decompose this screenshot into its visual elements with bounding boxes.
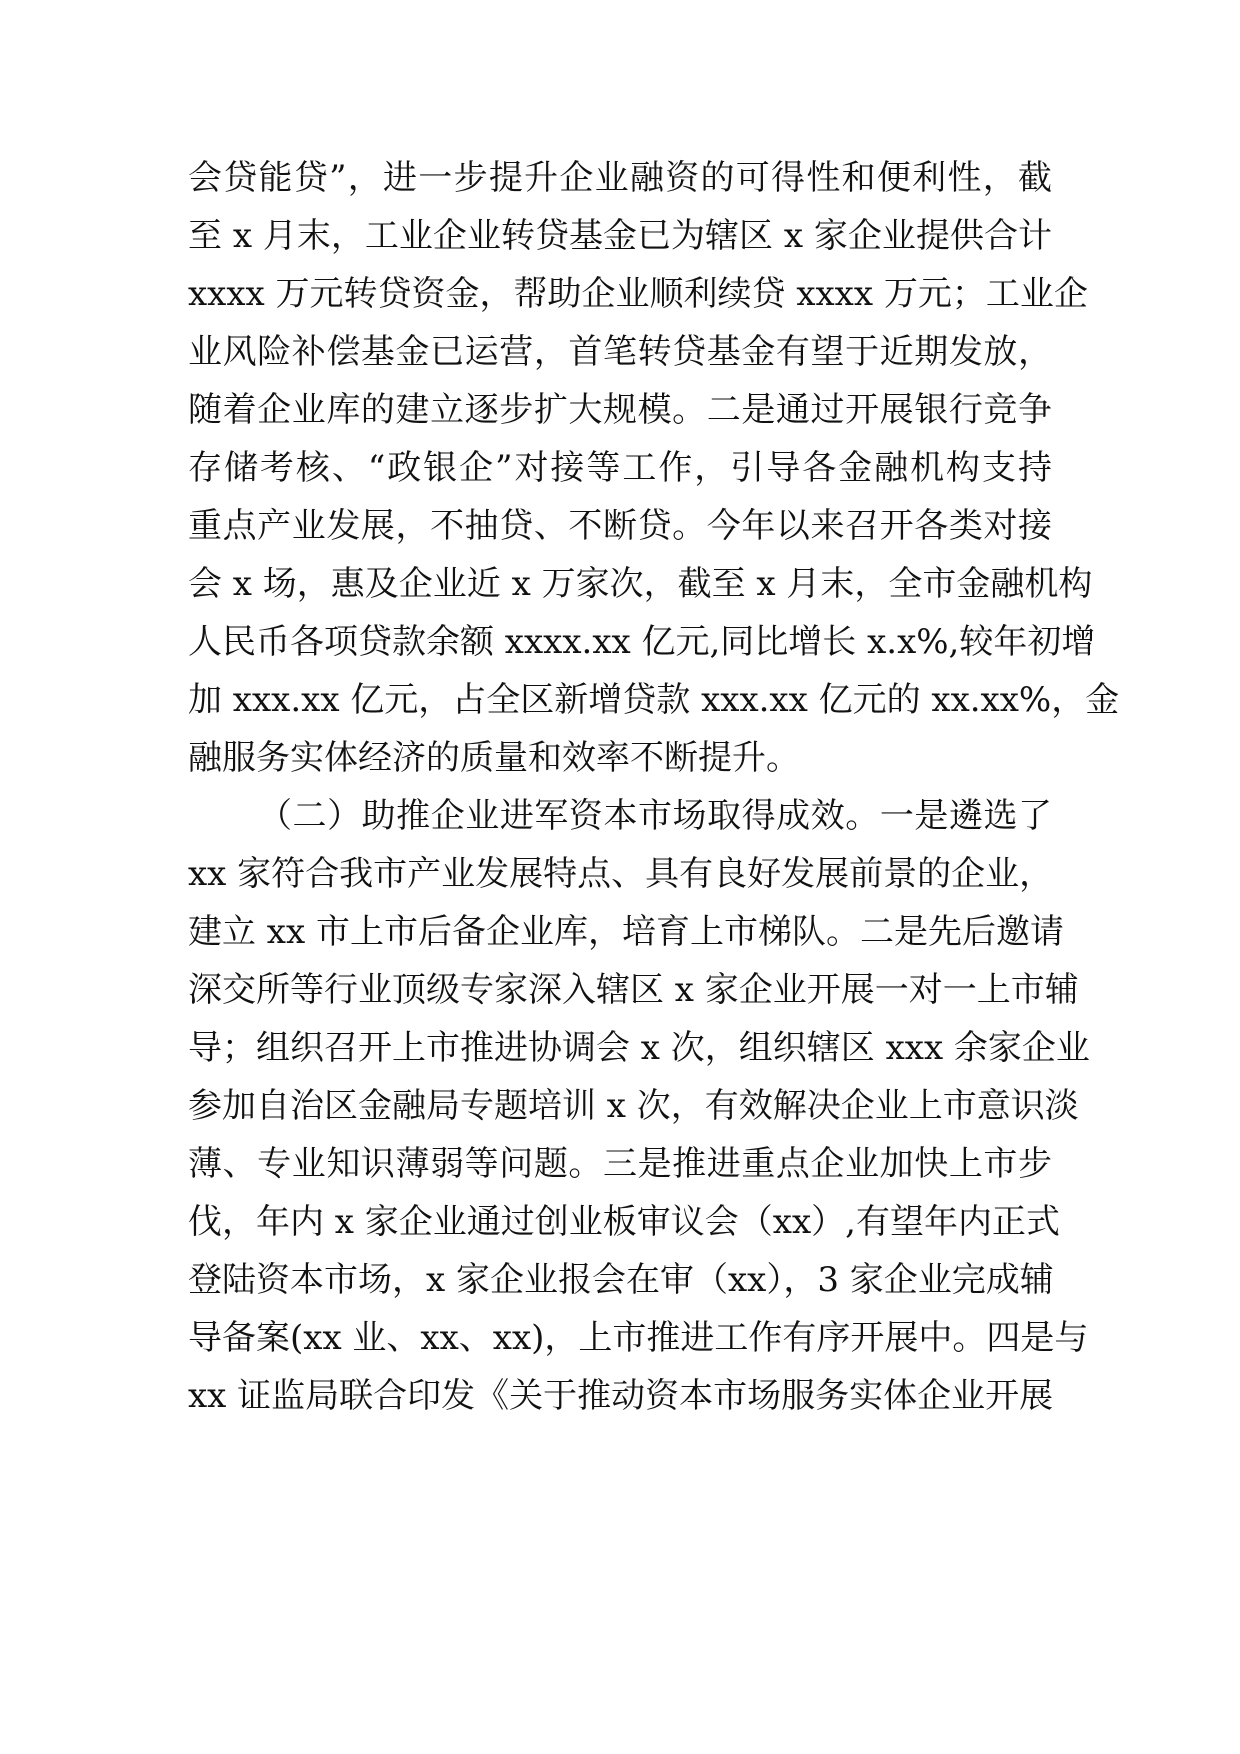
text-line: 导；组织召开上市推进协调会 x 次，组织辖区 xxx 余家企业 — [188, 1028, 1090, 1068]
text-line: 参加自治区金融局专题培训 x 次，有效解决企业上市意识淡 — [188, 1086, 1079, 1126]
text-line: 薄、专业知识薄弱等问题。三是推进重点企业加快上市步 — [188, 1144, 1052, 1184]
text-line: 会 x 场，惠及企业近 x 万家次，截至 x 月末，全市金融机构 — [188, 564, 1093, 604]
text-line: 业风险补偿基金已运营，首笔转贷基金有望于近期发放， — [188, 332, 1052, 372]
text-line: xx 证监局联合印发《关于推动资本市场服务实体企业开展 — [188, 1376, 1054, 1416]
text-line: 随着企业库的建立逐步扩大规模。二是通过开展银行竞争 — [188, 390, 1052, 430]
text-line: 伐，年内 x 家企业通过创业板审议会（xx）,有望年内正式 — [188, 1202, 1060, 1242]
text-line: 建立 xx 市上市后备企业库，培育上市梯队。二是先后邀请 — [188, 912, 1064, 952]
text-line: 人民币各项贷款余额 xxxx.xx 亿元,同比增长 x.x%,较年初增 — [188, 622, 1096, 662]
text-line: 导备案(xx 业、xx、xx)，上市推进工作有序开展中。四是与 — [188, 1318, 1089, 1358]
text-line: 存储考核、“政银企”对接等工作，引导各金融机构支持 — [188, 448, 1052, 488]
text-line: 加 xxx.xx 亿元，占全区新增贷款 xxx.xx 亿元的 xx.xx%，金 — [188, 680, 1120, 720]
text-line: 深交所等行业顶级专家深入辖区 x 家企业开展一对一上市辅 — [188, 970, 1079, 1010]
section-heading-line: （二）助推企业进军资本市场取得成效。一是遴选了 — [258, 796, 1052, 836]
text-line: 融服务实体经济的质量和效率不断提升。 — [188, 738, 800, 778]
text-line: xx 家符合我市产业发展特点、具有良好发展前景的企业， — [188, 854, 1054, 894]
text-line: xxxx 万元转贷资金，帮助企业顺利续贷 xxxx 万元；工业企 — [188, 274, 1088, 314]
text-line: 重点产业发展，不抽贷、不断贷。今年以来召开各类对接 — [188, 506, 1052, 546]
text-line: 登陆资本市场，x 家企业报会在审（xx），3 家企业完成辅 — [188, 1260, 1054, 1300]
text-line: 至 x 月末，工业企业转贷基金已为辖区 x 家企业提供合计 — [188, 216, 1052, 256]
text-line: 会贷能贷”，进一步提升企业融资的可得性和便利性，截 — [188, 158, 1052, 198]
